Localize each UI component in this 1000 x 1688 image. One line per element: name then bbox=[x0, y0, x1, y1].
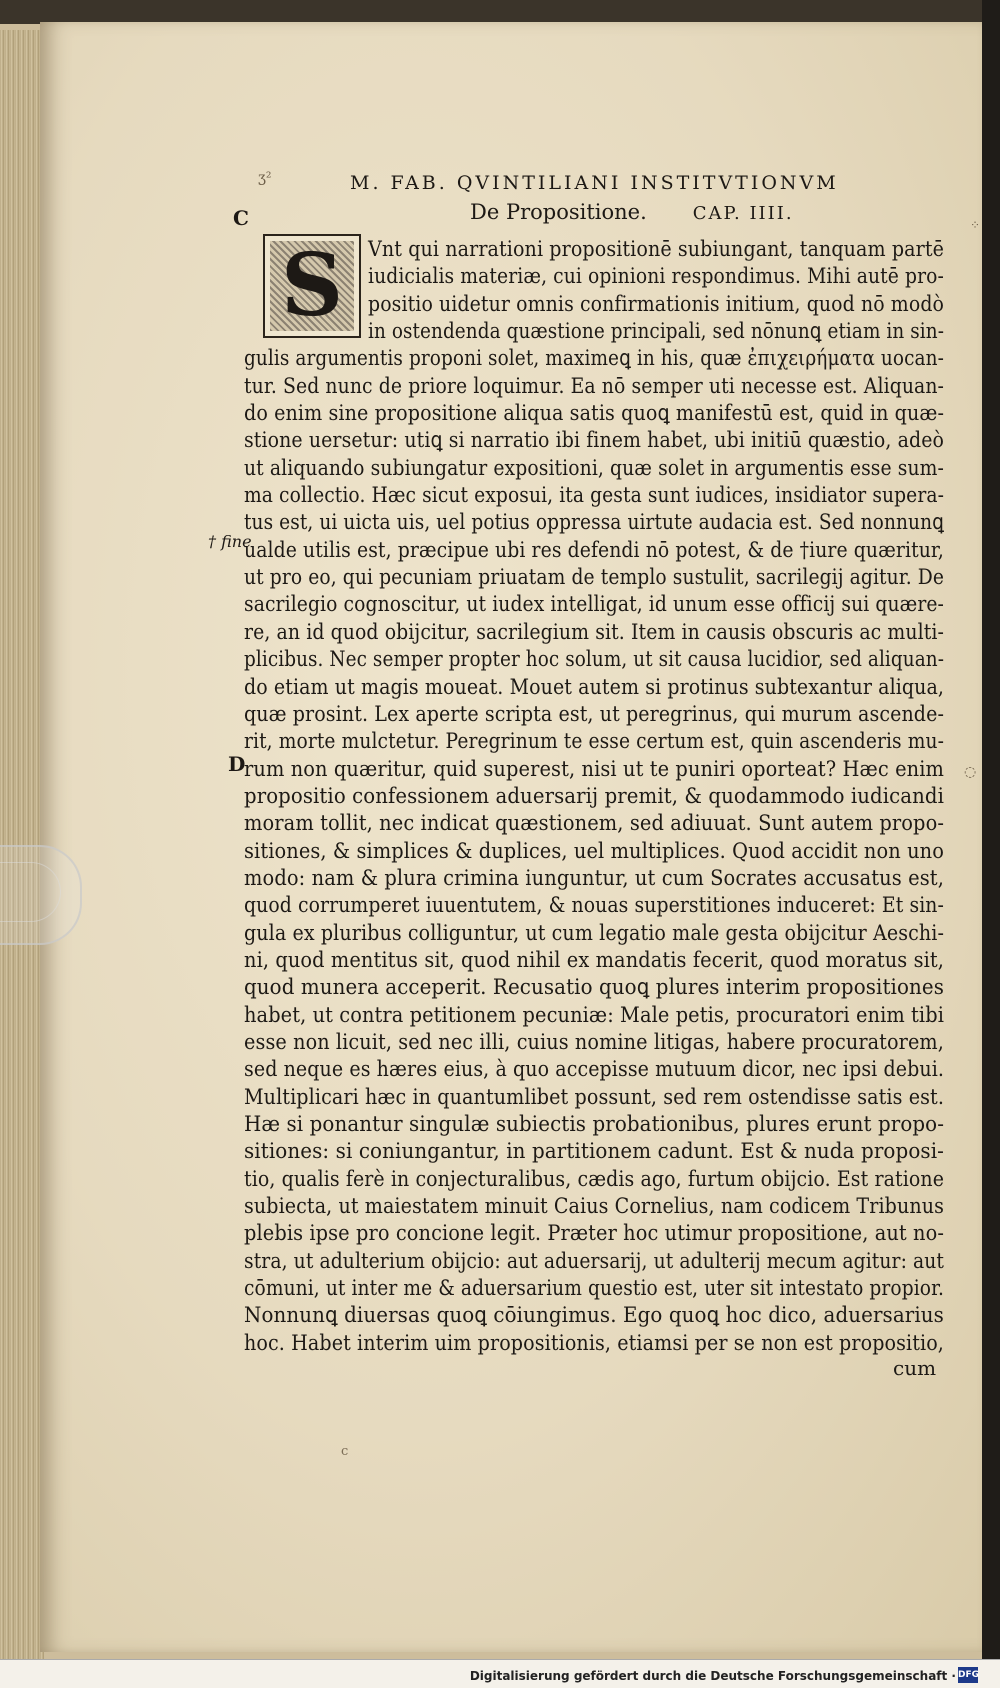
text-line: ni, quod mentitus sit, quod nihil ex mandatis fecerit, quod moratus sit, bbox=[244, 947, 945, 973]
text-line: rit, morte mulctetur. Peregrinum te esse certum est, quin ascenderis mu- bbox=[244, 729, 945, 755]
text-line: modo: nam & plura crimina iunguntur, ut cum Socrates accusatus est, bbox=[244, 865, 944, 891]
initial-letter: S bbox=[280, 235, 344, 336]
text-line: hoc. Habet interim uim propositionis, etiamsi per se non est propositio, bbox=[244, 1330, 944, 1356]
text-line: quod corrumperet iuuentutem, & nouas superstitiones induceret: Et sin- bbox=[244, 893, 944, 919]
text-line: moram tollit, nec indicat quæstionem, sed adiuuat. Sunt autem propo- bbox=[244, 811, 945, 837]
text-line: plebis ipse pro concione legit. Præter hoc utimur propositione, aut no- bbox=[244, 1221, 944, 1247]
chapter-title: De Propositione. bbox=[470, 200, 647, 224]
margin-marker-c: C bbox=[233, 206, 249, 230]
footer-credit: Digitalisierung gefördert durch die Deutsche Forschungsgemeinschaft · bbox=[469, 1669, 956, 1683]
margin-marker-d: D bbox=[228, 752, 246, 776]
text-line: esse non licuit, sed nec illi, cuius nomine litigas, habere procuratorem, bbox=[244, 1029, 944, 1055]
text-line: in ostendenda quæstione principali, sed nōnunꝗ etiam in sin- bbox=[368, 319, 945, 345]
text-line: quæ prosint. Lex aperte scripta est, ut peregrinus, qui murum ascende- bbox=[244, 701, 944, 727]
text-line: stra, ut adulterium obijcio: aut aduersarij, ut adulterij mecum agitur: aut bbox=[244, 1248, 945, 1274]
text-line: do etiam ut magis moueat. Mouet autem si protinus subtexantur aliqua, bbox=[244, 674, 945, 700]
text-line: gulis argumentis proponi solet, maximeꝗ in his, quæ ἐπιχειρήματα uocan- bbox=[244, 346, 944, 372]
stray-mark: ʒ² bbox=[258, 170, 272, 186]
edge-mark: ⁘ bbox=[970, 218, 981, 232]
text-line: Vnt qui narrationi propositionē subiungant, tanquam partē bbox=[368, 237, 945, 262]
text-line: sitiones: si coniungantur, in partitionem cadunt. Est & nuda proposi- bbox=[244, 1139, 944, 1165]
margin-note: † fine bbox=[208, 532, 252, 551]
body-text bbox=[244, 236, 944, 1357]
text-line: ma collectio. Hæc sicut exposui, ita gesta sunt iudices, insidiator supera- bbox=[244, 483, 944, 509]
text-line: gula ex pluribus colliguntur, ut cum legatio male gesta obijcitur Aeschi- bbox=[244, 920, 945, 946]
dfg-logo-icon: DFG bbox=[958, 1667, 978, 1683]
text-line: stione uersetur: utiꝗ si narratio ibi finem habet, ubi initiū quæstio, adeò bbox=[244, 428, 945, 454]
text-line: plicibus. Nec semper propter hoc solum, ut sit causa lucidior, sed aliquan- bbox=[244, 647, 945, 673]
text-line: do enim sine propositione aliqua satis quoꝗ manifestū est, quid in quæ- bbox=[244, 401, 944, 427]
catchword: cum bbox=[893, 1356, 937, 1380]
edge-mark: ◌ bbox=[964, 764, 977, 780]
chapter-number: CAP. IIII. bbox=[692, 203, 794, 224]
text-line: quod munera acceperit. Recusatio quoꝗ plures interim propositiones bbox=[244, 975, 944, 1001]
text-line: Nonnunꝗ diuersas quoꝗ cōiungimus. Ego quoꝗ hoc dico, aduersarius bbox=[244, 1303, 944, 1329]
text-line: sacrilegio cognoscitur, ut iudex intelligat, id unum esse officij sui quære- bbox=[244, 592, 944, 618]
text-line: re, an id quod obijcitur, sacrilegium sit. Item in causis obscuris ac multi- bbox=[244, 619, 945, 645]
paper-speck: c bbox=[341, 1444, 349, 1459]
text-line: ut aliquando subiungatur expositioni, quæ solet in argumentis esse sum- bbox=[244, 455, 944, 481]
text-line: Hæ si ponantur singulæ subiectis probationibus, plures erunt propo- bbox=[244, 1112, 945, 1137]
text-line: cōmuni, ut inter me & aduersarium questio est, uter sit intestato propior. bbox=[244, 1276, 945, 1302]
text-line: sitiones, & simplices & duplices, uel multiplices. Quod accidit non uno bbox=[244, 838, 944, 864]
scan-top-border bbox=[0, 0, 1000, 24]
footer-bar bbox=[0, 1659, 1000, 1688]
bookmark-clip-inner bbox=[0, 862, 61, 922]
text-line: positio uidetur omnis confirmationis initium, quod nō modò bbox=[368, 291, 945, 317]
text-line: subiecta, ut maiestatem minuit Caius Cornelius, nam codicem Tribunus bbox=[244, 1194, 944, 1220]
text-line: tur. Sed nunc de priore loquimur. Ea nō semper uti necesse est. Aliquan- bbox=[244, 373, 945, 399]
text-line: habet, ut contra petitionem pecuniæ: Male petis, procuratori enim tibi bbox=[244, 1002, 944, 1028]
text-line: tio, qualis ferè in conjecturalibus, cædis ago, furtum obijcio. Est ratione bbox=[244, 1166, 945, 1192]
text-line: Multiplicari hæc in quantumlibet possunt, sed rem ostendisse satis est. bbox=[244, 1084, 945, 1110]
chapter-heading bbox=[470, 200, 870, 224]
text-line: sed neque es hæres eius, à quo accepisse mutuum dicor, nec ipsi debui. bbox=[244, 1057, 945, 1083]
text-line: rum non quæritur, quid superest, nisi ut te puniri oporteat? Hæc enim bbox=[244, 756, 945, 782]
text-line: iudicialis materiæ, cui opinioni respondimus. Mihi autē pro- bbox=[368, 264, 944, 290]
text-line: ualde utilis est, præcipue ubi res defendi nō potest, & de †iure quæritur, bbox=[244, 537, 944, 563]
text-line: tus est, ui uicta uis, uel potius oppressa uirtute audacia est. Sed nonnunꝗ bbox=[244, 510, 944, 536]
text-line: propositio confessionem aduersarij premit, & quodammodo iudicandi bbox=[244, 783, 944, 809]
text-line: ut pro eo, qui pecuniam priuatam de templo sustulit, sacrilegij agitur. De bbox=[244, 565, 945, 591]
running-head: M. FAB. QVINTILIANI INSTITVTIONVM bbox=[350, 172, 839, 194]
